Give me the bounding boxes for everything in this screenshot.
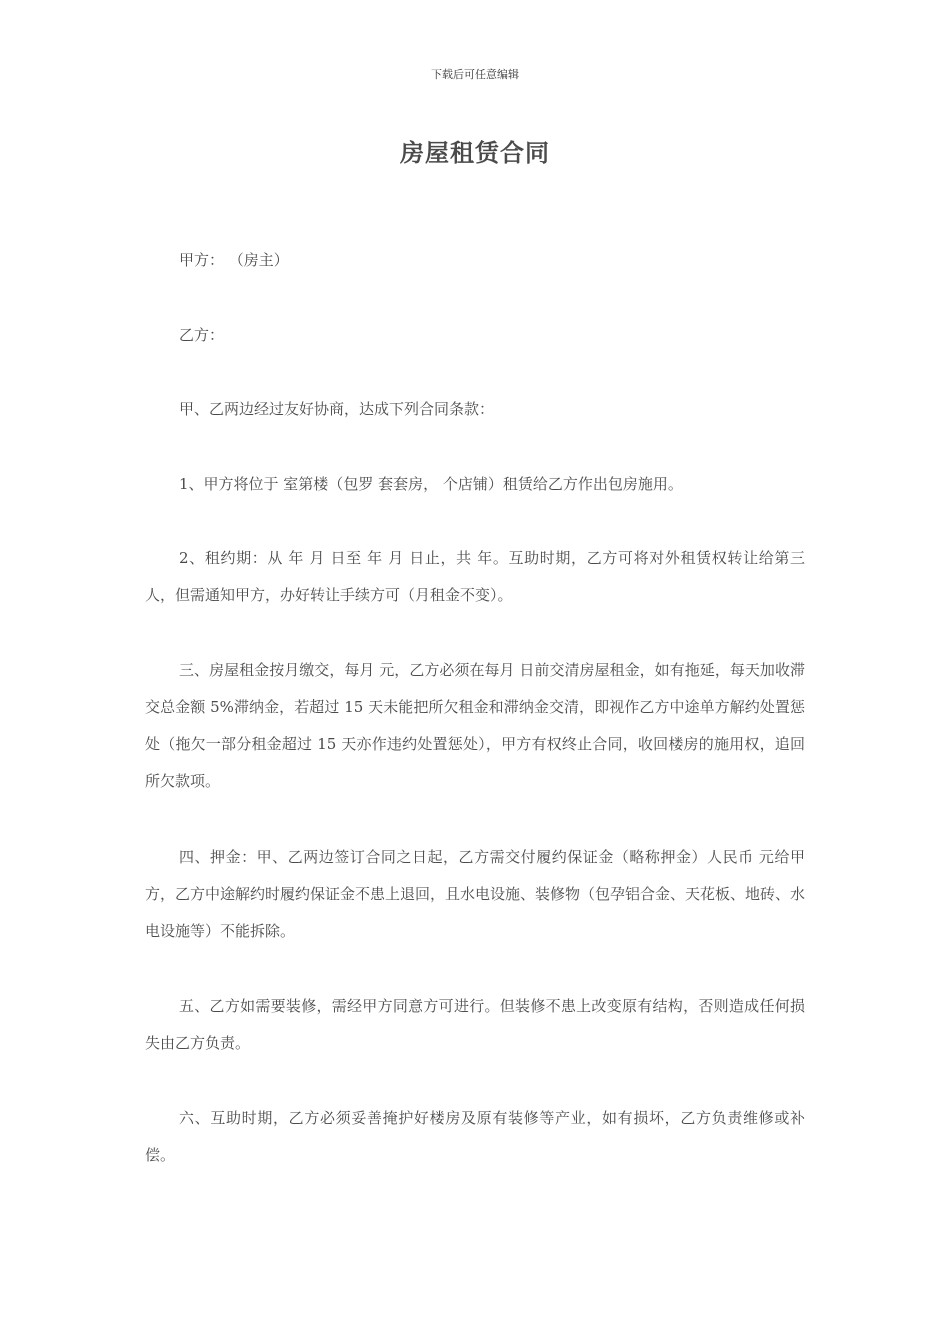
party-b-line: 乙方： — [179, 326, 225, 344]
clause-4: 四、押金：甲、乙两边签订合同之日起，乙方需交付履约保证金（略称押金）人民币 元给甲方，乙方中途解约时履约保证金不患上退回，且水电设施、装修物（包孕铝合金、天花板、地砖、水电设施等）不能拆除。 — [145, 848, 806, 940]
header-note: 下载后可任意编辑 — [431, 68, 519, 81]
clause-5: 五、乙方如需要装修，需经甲方同意方可进行。但装修不患上改变原有结构，否则造成任何损失由乙方负责。 — [145, 997, 805, 1052]
clause-2: 2、租约期：从 年 月 日至 年 月 日止，共 年。互助时期，乙方可将对外租赁权转让给第三人，但需通知甲方，办好转让手续方可（月租金不变）。 — [145, 549, 805, 604]
clause-3: 三、房屋租金按月缴交，每月 元，乙方必须在每月 日前交清房屋租金，如有拖延，每天加收滞交总金额 5%滞纳金，若超过 15 天未能把所欠租金和滞纳金交清，即视作乙方中途单方解约处置惩处（拖欠一部分租金超过 15 天亦作违约处置惩处），甲方有权终止合同，收回楼房的施用权，追回所欠款项。 — [145, 661, 805, 790]
clause-6: 六、互助时期，乙方必须妥善掩护好楼房及原有装修等产业，如有损坏，乙方负责维修或补偿。 — [145, 1109, 805, 1164]
clause-1: 1、甲方将位于 室第楼（包罗 套套房， 个店铺）租赁给乙方作出包房施用。 — [179, 475, 683, 493]
document-title: 房屋租赁合同 — [400, 138, 550, 167]
party-a-line: 甲方： （房主） — [179, 251, 289, 269]
agreement-intro: 甲、乙两边经过友好协商，达成下列合同条款： — [179, 400, 495, 418]
